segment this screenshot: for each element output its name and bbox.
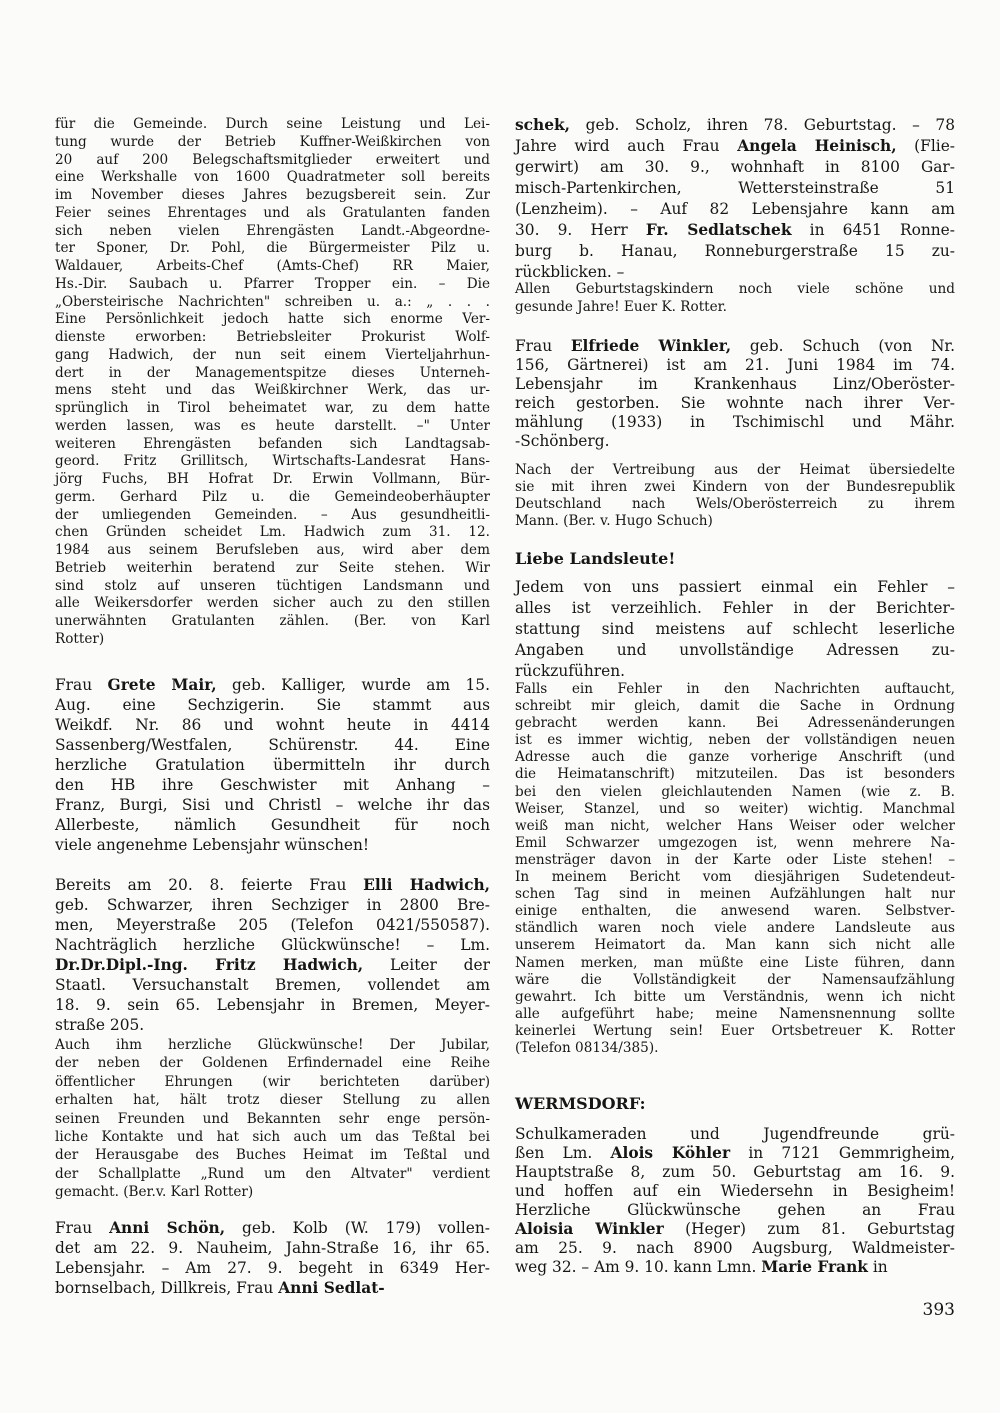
text-line: men, Meyerstraße 205 (Telefon 0421/550587).: [55, 916, 490, 934]
text-line: alle aufgeführt habe; meine Namensnennung sollte: [515, 1005, 955, 1022]
text-line: dert in der Managementspitze dieses Unterneh-: [55, 364, 490, 381]
text-line: rückzuführen.: [515, 662, 626, 680]
text-segment: Frau: [55, 676, 108, 694]
text-line: erhalten hat, hält trotz dieser Stellung zu allen: [55, 1092, 490, 1109]
text-line: Sassenberg/Westfalen, Schürenstr. 44. Eine: [55, 736, 490, 754]
text-line: gewahrt. Ich bitte um Verständnis, wenn ich nicht: [515, 988, 955, 1005]
text-line: Staatl. Versuchanstalt Bremen, vollendet am: [55, 976, 490, 994]
text-segment: ßen Lm.: [515, 1144, 611, 1162]
article-paragraph: [55, 1218, 490, 1298]
text-line: [515, 1258, 955, 1277]
text-line: Angaben und unvollständige Adressen zu-: [515, 641, 955, 659]
text-line: einige enthalten, die anwesend waren. Selbstver-: [515, 903, 955, 920]
text-line: alle Weikersdorfer werden sicher auch zu den stillen: [55, 595, 490, 612]
text-line: Liebe Landsleute!: [515, 549, 676, 568]
text-line: (Lenzheim). – Auf 82 Lebensjahre kann am: [515, 200, 955, 218]
article-paragraph: [55, 1036, 490, 1202]
text-line: [515, 1144, 955, 1163]
text-line: den HB ihre Geschwister mit Anhang –: [55, 776, 490, 794]
text-segment: Frau: [515, 337, 571, 355]
text-line: Emil Schwarzer umgezogen ist, wenn mehrere Na-: [515, 834, 955, 851]
text-line: gerwirt) am 30. 9., wohnhaft in 8100 Gar-: [515, 158, 955, 176]
person-name: Anni Schön,: [109, 1219, 226, 1237]
text-line: burg b. Hanau, Ronneburgerstraße 15 zu-: [515, 242, 955, 260]
text-line: Falls ein Fehler in den Nachrichten auftaucht,: [515, 681, 955, 697]
text-line: der neben der Goldenen Erfindernadel eine Reihe: [55, 1055, 490, 1072]
text-line: eine Werkshalle von 1600 Quadratmeter soll bereits: [55, 169, 490, 186]
person-name: schek,: [515, 116, 571, 134]
text-line: bei den vielen gleichlautenden Namen (wie z. B.: [515, 783, 955, 800]
text-line: unerwähnten Gratulanten zählen. (Ber. von Karl: [55, 613, 490, 629]
article-paragraph: [55, 116, 490, 649]
article-paragraph: [55, 875, 490, 1035]
text-line: am 25. 9. nach 8900 Augsburg, Waldmeister-: [515, 1239, 955, 1257]
text-line: ter Sponer, Dr. Pohl, die Bürgermeister Pilz u.: [55, 240, 490, 257]
text-line: Nach der Vertreibung aus der Heimat übersiedelte: [515, 462, 955, 478]
text-segment: geb. Kolb (W. 179) vollen-: [225, 1219, 490, 1237]
text-line: sind stolz auf unseren tüchtigen Landsmann und: [55, 577, 490, 594]
text-line: 156, Gärtnerei) ist am 21. Juni 1984 im 74.: [515, 356, 955, 374]
text-line: Nachträglich herzliche Glückwünsche! – Lm.: [55, 936, 490, 954]
person-name: Marie Frank: [761, 1258, 868, 1276]
text-line: gang Hadwich, der nun seit einem Vierteljahrhun-: [55, 346, 490, 363]
person-name: Dr.Dr.Dipl.-Ing. Fritz Hadwich,: [55, 956, 364, 974]
text-line: [55, 1278, 490, 1298]
text-line: alles ist verzeihlich. Fehler in der Berichter-: [515, 599, 955, 617]
text-segment: weg 32. – Am 9. 10. kann Lmn.: [515, 1258, 762, 1276]
text-line: Hauptstraße 8, zum 50. Geburtstag am 16. 9.: [515, 1163, 955, 1181]
text-line: viele angenehme Lebensjahr wünschen!: [55, 836, 370, 854]
text-line: der umliegenden Gemeinden. – Aus gesundheitli-: [55, 506, 490, 523]
text-line: herzliche Gratulation übermitteln ihr durch: [55, 756, 490, 774]
article-paragraph: [515, 681, 955, 1057]
text-line: mählung (1933) in Tschimischl und Mähr.: [515, 413, 955, 431]
text-line: Herzliche Glückwünsche gehen an Frau: [515, 1201, 955, 1219]
text-line: geord. Fritz Grillitsch, Wirtschafts-Landesrat Hans-: [55, 453, 490, 470]
text-line: Feier seines Ehrentages und als Gratulanten fanden: [55, 204, 490, 221]
text-line: stattung sind meistens auf schlecht leserliche: [515, 620, 955, 638]
text-segment: geb. Schuch (von Nr.: [731, 337, 955, 355]
page-number: 393: [922, 1300, 955, 1320]
text-line: dienste erworben: Betriebsleiter Prokurist Wolf-: [55, 329, 490, 345]
person-name: Anni Sedlat-: [278, 1279, 385, 1297]
text-line: 20 auf 200 Belegschaftsmitglieder erweitert und: [55, 151, 490, 168]
text-line: Hs.-Dir. Saubach u. Pfarrer Tropper ein. – Die: [55, 275, 490, 292]
text-line: Mann. (Ber. v. Hugo Schuch): [515, 513, 713, 529]
text-line: Aug. eine Sechzigerin. Sie stammt aus: [55, 696, 490, 714]
text-line: weiß man nicht, welcher Hans Weiser oder welcher: [515, 817, 955, 834]
text-segment: in: [867, 1258, 888, 1276]
text-line: WERMSDORF:: [515, 1094, 646, 1113]
text-line: (Telefon 08134/385).: [515, 1039, 659, 1056]
article-paragraph: [515, 281, 955, 316]
article-paragraph: [515, 462, 955, 530]
text-line: der Herausgabe des Buches Heimat im Teßtal und: [55, 1147, 490, 1164]
text-line: Adresse auch die ganze vorherige Anschrift (und: [515, 749, 955, 766]
text-line: keinerlei Wertung sein! Euer Ortsbetreuer K. Rotter: [515, 1022, 955, 1039]
article-paragraph: [515, 577, 955, 682]
text-line: Weiser, Stanzel, und so weiter) wichtig. Manchmal: [515, 800, 955, 817]
text-segment: Leiter der: [363, 956, 490, 974]
text-line: det am 22. 9. Nauheim, Jahn-Straße 16, ihr 65.: [55, 1239, 490, 1257]
text-line: 18. 9. sein 65. Lebensjahr in Bremen, Meyer-: [55, 996, 490, 1014]
text-line: Lebensjahr. – Am 27. 9. begeht in 6349 Her-: [55, 1259, 490, 1277]
text-line: gemacht. (Ber.v. Karl Rotter): [55, 1184, 254, 1201]
text-line: geb. Schwarzer, ihren Sechziger in 2800 Bre-: [55, 896, 490, 914]
text-line: [515, 220, 955, 241]
text-segment: bornselbach, Dillkreis, Frau: [55, 1279, 279, 1297]
text-line: für die Gemeinde. Durch seine Leistung und Lei-: [55, 116, 490, 132]
text-line: öffentlicher Ehrungen (wir berichteten darüber): [55, 1073, 490, 1090]
text-line: ständlich waren noch viele andere Landsleute aus: [515, 920, 955, 937]
text-line: schen Tag sind in meinen Aufzählungen halt nur: [515, 886, 955, 903]
article-paragraph: [515, 115, 955, 283]
text-line: sie mit ihren zwei Kindern von der Bundesrepublik: [515, 479, 955, 495]
text-line: -Schönberg.: [515, 432, 610, 450]
text-segment: 30. 9. Herr: [515, 221, 646, 239]
text-line: mens steht und das Weißkirchner Werk, das ur-: [55, 382, 490, 399]
text-line: Eine Persönlichkeit jedoch hatte sich enorme Ver-: [55, 311, 490, 328]
text-line: und hoffen auf ein Wiedersehn in Besigheim!: [515, 1182, 955, 1200]
text-line: gebracht werden kann. Bei Adressenänderungen: [515, 715, 955, 732]
text-line: Allerbeste, nämlich Gesundheit für noch: [55, 816, 490, 834]
article-paragraph: [515, 337, 955, 451]
text-segment: in 6451 Ronne-: [791, 221, 955, 239]
text-line: Namen merken, man müßte eine Liste führen, dann: [515, 954, 955, 971]
text-line: Auch ihm herzliche Glückwünsche! Der Jubilar,: [55, 1037, 490, 1053]
text-segment: (Flie-: [896, 137, 955, 155]
text-line: „Obersteirische Nachrichten" schreiben u. a.: „ . . .: [55, 293, 490, 310]
text-line: wäre die Vollständigkeit der Namensaufzählung: [515, 971, 955, 988]
person-name: Fr. Sedlatschek: [645, 221, 792, 239]
text-line: Rotter): [55, 630, 105, 647]
person-name: Elli Hadwich,: [363, 876, 490, 894]
text-line: reich gestorben. Sie wohnte nach ihrer Ver-: [515, 394, 955, 412]
text-segment: in 7121 Gemmrigheim,: [730, 1144, 955, 1162]
text-line: mensträger davon in der Karte oder Liste stehen! –: [515, 851, 955, 868]
text-line: Franz, Burgi, Sisi und Christl – welche ihr das: [55, 796, 490, 814]
text-line: ist es immer wichtig, neben der vollständigen neuen: [515, 732, 955, 749]
text-line: der Schallplatte „Rund um den Altvater" verdient: [55, 1165, 490, 1182]
article-paragraph: [515, 1125, 955, 1277]
text-line: sprünglich in Tirol beheimatet war, zu dem hatte: [55, 400, 490, 416]
text-line: Deutschland nach Wels/Oberösterreich zu ihrem: [515, 496, 955, 512]
text-line: sich neben vielen Ehrengästen Landt.-Abgeordne-: [55, 222, 490, 239]
text-line: [55, 675, 490, 695]
person-name: Alois Köhler: [610, 1144, 731, 1162]
text-line: Jedem von uns passiert einmal ein Fehler –: [515, 578, 955, 596]
text-line: [55, 955, 490, 975]
text-line: weiteren Ehrengästen befanden sich Landtagsab-: [55, 435, 490, 452]
text-line: germ. Gerhard Pilz u. die Gemeindeoberhäupter: [55, 488, 490, 505]
text-line: [515, 115, 955, 136]
text-segment: Jahre wird auch Frau: [515, 137, 738, 155]
text-line: misch-Partenkirchen, Wettersteinstraße 51: [515, 179, 955, 197]
text-line: Allen Geburtstagskindern noch viele schöne und: [515, 281, 955, 297]
text-line: unserem Heimatort da. Man kann sich nicht alle: [515, 937, 955, 954]
text-line: [515, 337, 955, 356]
text-line: werden lassen, was es heute darstellt. –" Unter: [55, 417, 490, 434]
text-line: rückblicken. –: [515, 263, 625, 281]
text-segment: geb. Kalliger, wurde am 15.: [216, 676, 490, 694]
person-name: Elfriede Winkler,: [570, 337, 732, 355]
text-line: [515, 1220, 955, 1239]
text-line: [515, 136, 955, 157]
section-heading: [515, 549, 955, 569]
text-line: Lebensjahr im Krankenhaus Linz/Oberöster-: [515, 375, 955, 393]
text-segment: geb. Scholz, ihren 78. Geburtstag. – 78: [570, 116, 955, 134]
text-line: chen Gründen scheidet Lm. Hadwich zum 31. 12.: [55, 524, 490, 541]
text-line: schreibt mir gleich, damit die Sache in Ordnung: [515, 698, 955, 715]
person-name: Grete Mair,: [107, 676, 217, 694]
text-segment: Bereits am 20. 8. feierte Frau: [55, 876, 364, 894]
text-line: Schulkameraden und Jugendfreunde grü-: [515, 1125, 955, 1143]
section-heading: [515, 1094, 955, 1114]
text-line: gesunde Jahre! Euer K. Rotter.: [515, 298, 727, 315]
person-name: Angela Heinisch,: [737, 137, 897, 155]
text-line: die Heimatanschrift) mitzuteilen. Das ist besonders: [515, 766, 955, 783]
text-line: 1984 aus seinem Berufsleben aus, wird aber dem: [55, 542, 490, 558]
text-line: Betrieb weiterhin beratend zur Seite stehen. Wir: [55, 559, 490, 576]
person-name: Aloisia Winkler: [515, 1220, 664, 1238]
text-segment: (Heger) zum 81. Geburtstag: [663, 1220, 956, 1238]
text-line: tung wurde der Betrieb Kuffner-Weißkirchen von: [55, 133, 490, 150]
text-segment: Frau: [55, 1219, 110, 1237]
text-line: [55, 875, 490, 895]
text-line: jörg Fuchs, BH Hofrat Dr. Erwin Vollmann, Bür-: [55, 471, 490, 487]
text-line: [55, 1218, 490, 1238]
text-line: Weikdf. Nr. 86 und wohnt heute in 4414: [55, 716, 490, 734]
text-line: im November dieses Jahres bezugsbereit sein. Zur: [55, 187, 490, 203]
text-line: straße 205.: [55, 1016, 145, 1034]
article-paragraph: [55, 675, 490, 855]
text-line: liche Kontakte und hat sich auch um das Teßtal bei: [55, 1129, 490, 1146]
text-line: seinen Freunden und Bekannten sehr enge persön-: [55, 1110, 490, 1127]
text-line: In meinem Bericht vom diesjährigen Sudetendeut-: [515, 869, 955, 886]
text-line: Waldauer, Arbeits-Chef (Amts-Chef) RR Maier,: [55, 258, 490, 274]
